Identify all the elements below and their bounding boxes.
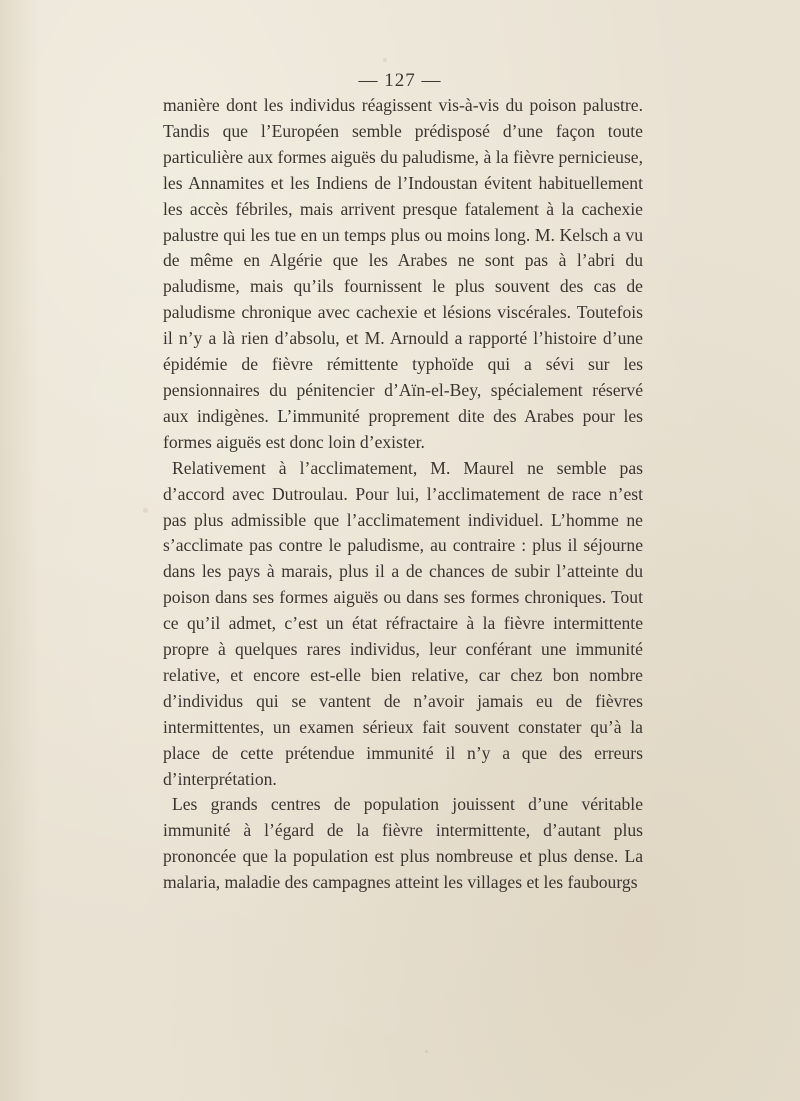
paragraph-3: Les grands centres de population jouissent d’une véritable immunité à l’égard de la fièvre intermittente, d’autant plus prononcée que la population est plus nombreuse et plus dense. La malaria, maladie des campagnes atteint les villages et les faubourgs [163,794,643,893]
paragraph-2: Relativement à l’acclimatement, M. Maurel ne semble pas d’accord avec Dutroulau. Pour lui, l’acclimatement de race n’est pas plus admissible que l’acclimatement individuel. L’homme ne s’acclimate pas contre le paludisme, au contraire : plus il séjourne dans les pays à marais, plus il a de chances de subir l’atteinte du poison dans ses formes aiguës ou dans ses formes chroniques. Tout ce qu’il admet, c’est un état réfractaire à la fièvre intermittente propre à quelques rares individus, leur conférant une immunité relative, et encore est-elle bien relative, car chez bon nombre d’individus qui se vantent de n’avoir jamais eu de fièvres intermittentes, un examen sérieux fait souvent constater qu’à la place de cette prétendue immunité il n’y a que des erreurs d’interprétation. [163,457,643,789]
paper-spot [143,508,148,513]
body-text [163,93,643,896]
paper-spot [425,1050,428,1053]
page-edge-shading [0,0,40,1101]
paragraph-1: manière dont les individus réagissent vis-à-vis du poison palustre. Tandis que l’Européen semble prédisposé d’une façon toute particulière aux formes aiguës du paludisme, à la fièvre pernicieuse, les Annamites et les Indiens de l’Indoustan évitent habituellement les accès fébriles, mais arrivent presque fatalement à la cachexie palustre qui les tue en un temps plus ou moins long. M. Kelsch a vu de même en Algérie que les Arabes ne sont pas à l’abri du paludisme, mais qu’ils fournissent le plus souvent des cas de paludisme chronique avec cachexie et lésions viscérales. Toutefois il n’y a là rien d’absolu, et M. Arnould a rapporté l’histoire d’une épidémie de fièvre rémittente typhoïde qui a sévi sur les pensionnaires du pénitencier d’Aïn-el-Bey, spécialement réservé aux indigènes. L’immunité proprement dite des Arabes pour les formes aiguës est donc loin d’exister. [163,95,643,452]
page-number: — 127 — [358,70,442,91]
paper-spot [383,58,387,62]
